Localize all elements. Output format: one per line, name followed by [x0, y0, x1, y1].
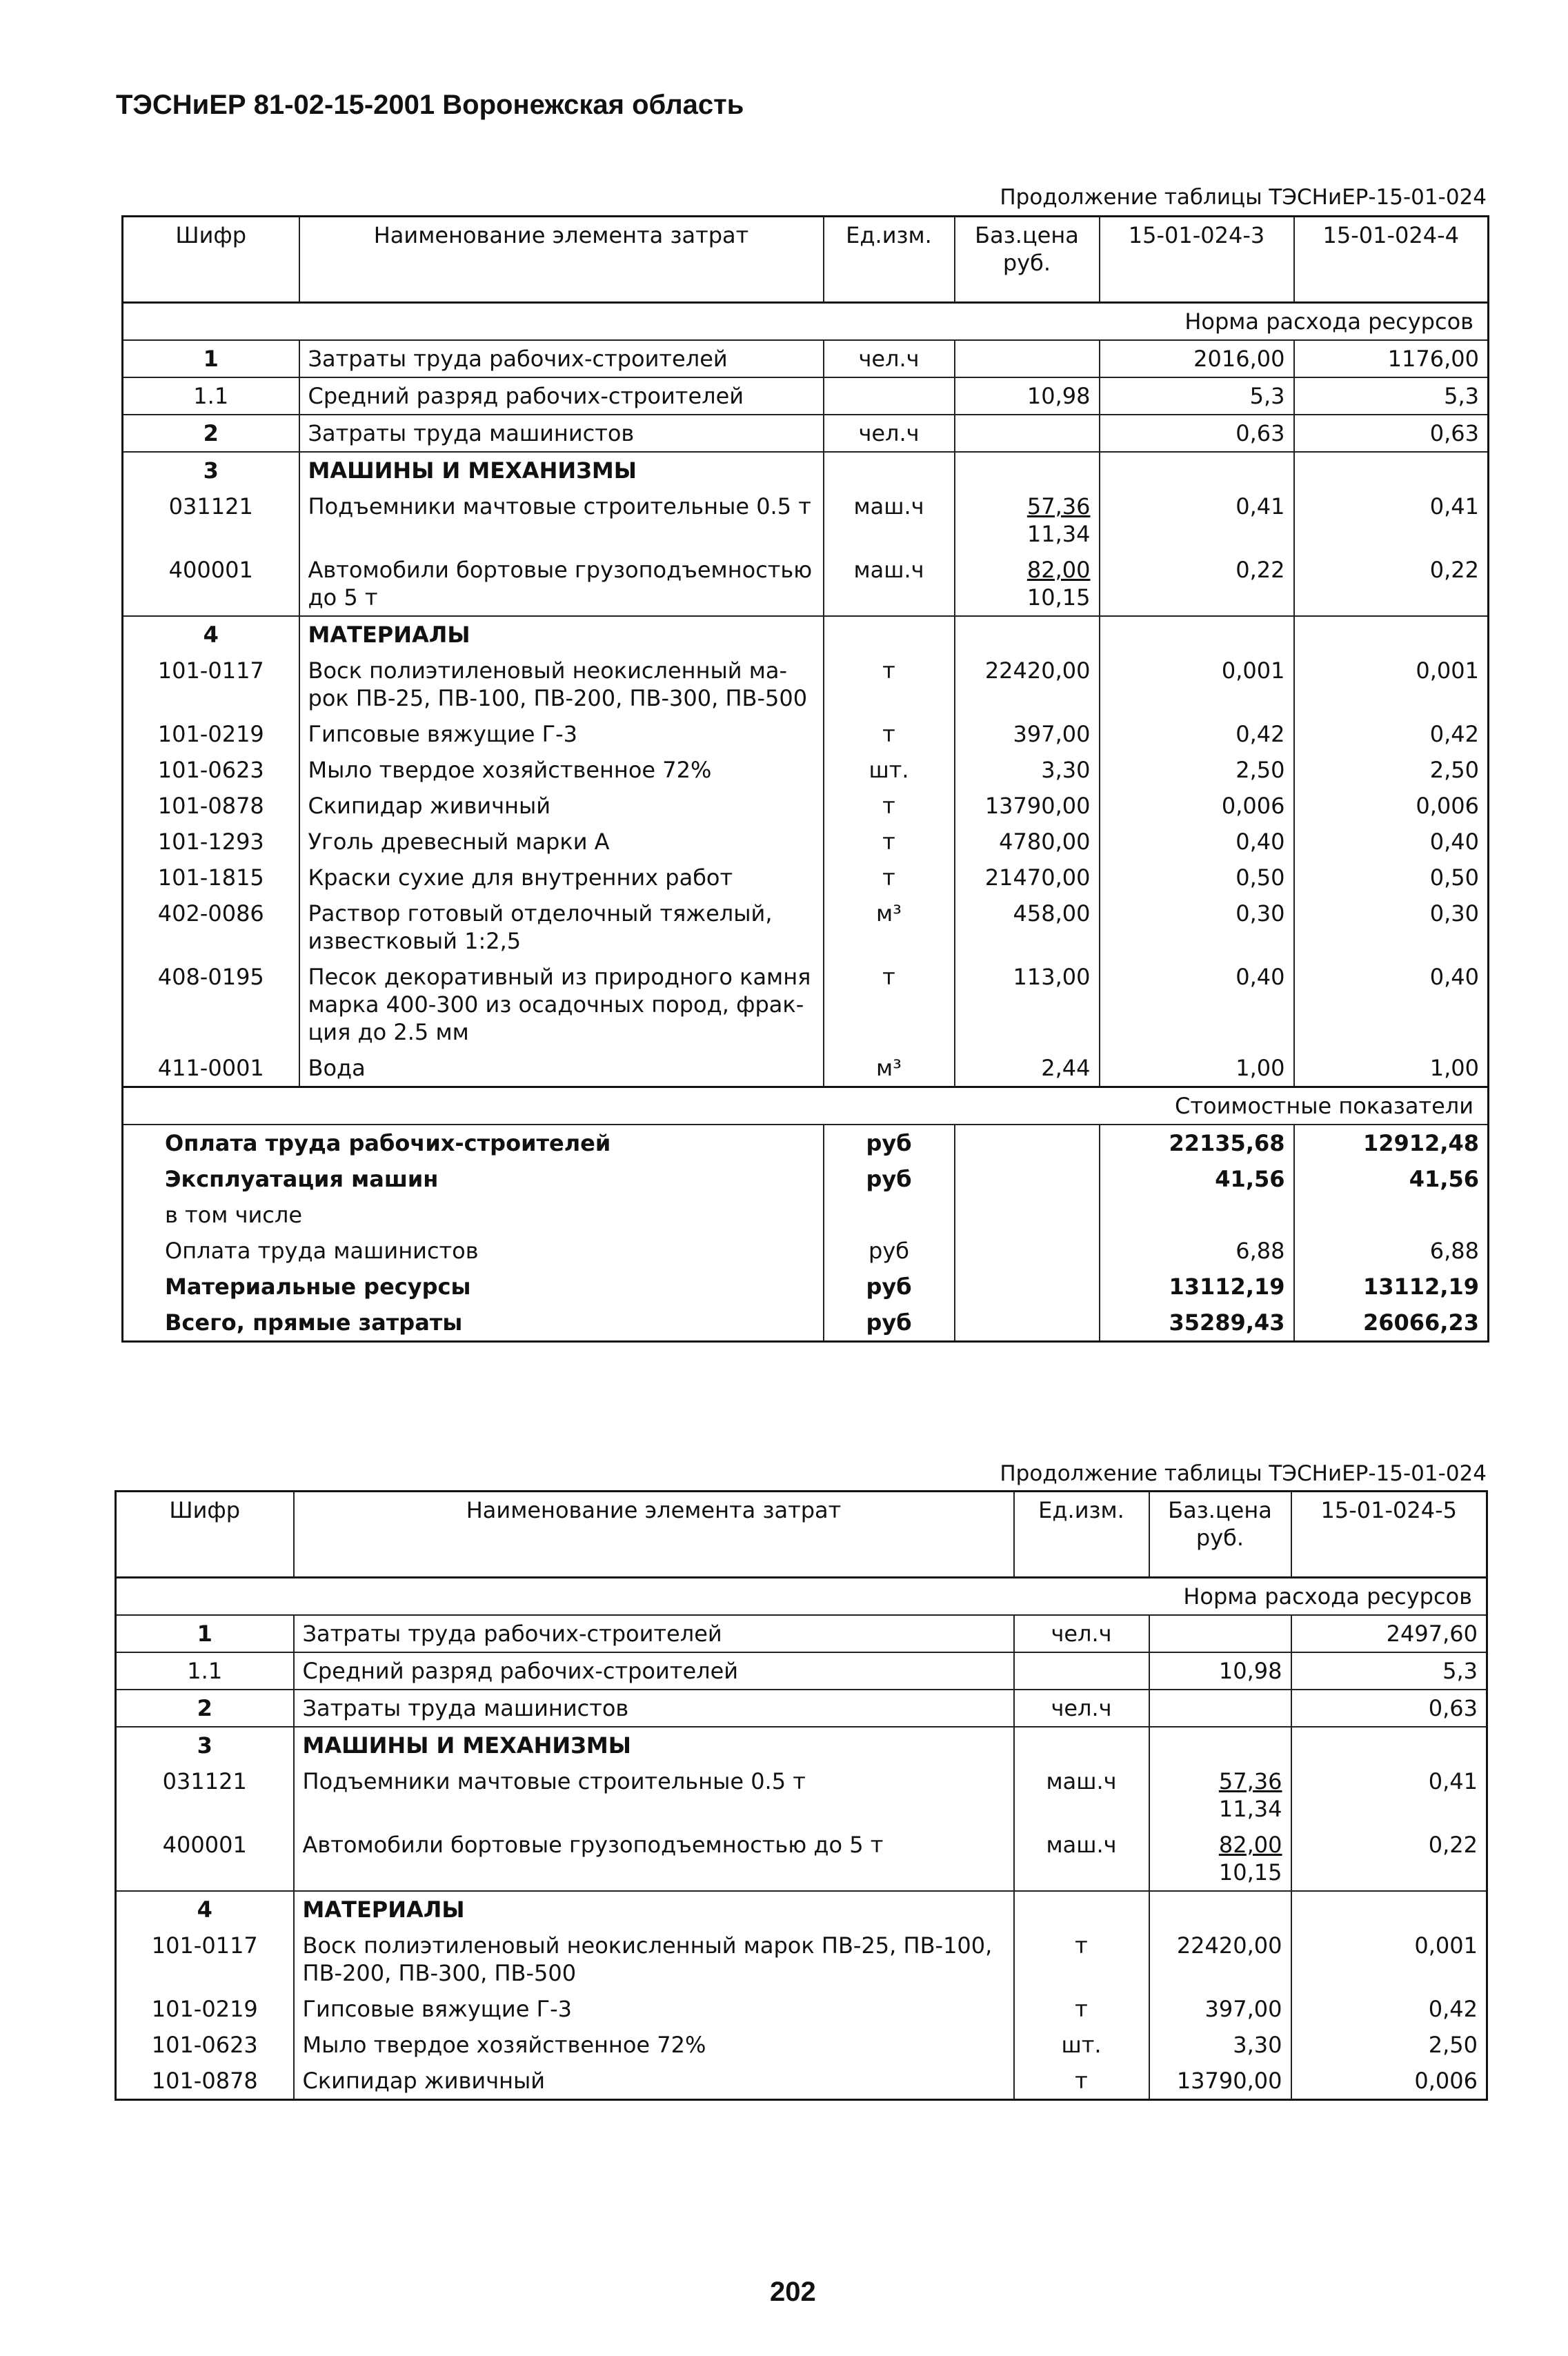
page-number: 202: [770, 2277, 816, 2307]
norm-value: 0,22: [1100, 552, 1294, 616]
machinist-wage: 10,15: [1026, 584, 1091, 611]
resource-code: 408-0195: [123, 959, 299, 1050]
section-norm-label: Норма расхода ресурсов: [116, 1578, 1487, 1616]
table-row: [116, 2027, 1487, 2063]
base-price: 458,00: [1013, 900, 1091, 927]
resource-code: 1: [123, 340, 299, 377]
summary-label: Оплата труда машинистов: [123, 1233, 824, 1269]
norm-value: [1291, 1891, 1487, 1928]
base-price-cell: [955, 552, 1100, 616]
base-price: 57,36: [1026, 493, 1091, 519]
norm-value: 0,006: [1100, 788, 1294, 824]
base-price-cell: [955, 415, 1100, 452]
unit: маш.ч: [1014, 1763, 1149, 1827]
resource-code: 400001: [116, 1827, 294, 1891]
resource-code: 101-0623: [123, 752, 299, 788]
norm-value: 0,41: [1294, 488, 1489, 552]
col-norm-a-header: 15-01-024-5: [1291, 1492, 1487, 1578]
summary-label: Всего, прямые затраты: [123, 1305, 824, 1342]
unit: т: [824, 788, 955, 824]
resource-table-1: [121, 215, 1489, 1343]
norm-value: 0,001: [1291, 1928, 1487, 1991]
table-row: [123, 340, 1489, 377]
summary-label: Оплата труда рабочих-строителей: [123, 1125, 824, 1161]
summary-unit: руб: [824, 1233, 955, 1269]
resource-code: 101-0219: [123, 716, 299, 752]
base-price-cell: [955, 860, 1100, 895]
table-row: [116, 1727, 1487, 1763]
resource-name: Песок декоративный из природного камня марка 400-300 из осадочных пород, фрак-ция до 2.5 мм: [299, 959, 824, 1050]
summary-value: [1100, 1197, 1294, 1233]
norm-value: 0,006: [1291, 2063, 1487, 2100]
resource-code: 3: [116, 1727, 294, 1763]
table-row: [123, 653, 1489, 716]
summary-unit: [824, 1197, 955, 1233]
base-price: 10,98: [1026, 383, 1091, 409]
norm-value: 0,40: [1100, 959, 1294, 1050]
unit: маш.ч: [824, 488, 955, 552]
resource-name: Затраты труда рабочих-строителей: [299, 340, 824, 377]
resource-code: 101-0623: [116, 2027, 294, 2063]
base-price-cell: [955, 653, 1100, 716]
unit: т: [824, 959, 955, 1050]
resource-name: Воск полиэтиленовый неокисленный ма-рок ПВ-25, ПВ-100, ПВ-200, ПВ-300, ПВ-500: [299, 653, 824, 716]
norm-value: 0,40: [1100, 824, 1294, 860]
resource-name: МАШИНЫ И МЕХАНИЗМЫ: [294, 1727, 1014, 1763]
unit: т: [824, 716, 955, 752]
norm-value: 0,42: [1100, 716, 1294, 752]
base-price-cell: [955, 452, 1100, 488]
summary-unit: руб: [824, 1125, 955, 1161]
summary-value: 13112,19: [1100, 1269, 1294, 1305]
base-price-cell: [1149, 1690, 1291, 1727]
base-price-cell: [955, 752, 1100, 788]
base-price: 397,00: [1013, 721, 1091, 747]
norm-value: 0,001: [1294, 653, 1489, 716]
base-price-cell: [1149, 1991, 1291, 2027]
unit: т: [824, 653, 955, 716]
resource-code: 402-0086: [123, 895, 299, 959]
resource-name: Подъемники мачтовые строительные 0.5 т: [299, 488, 824, 552]
table-row: [123, 788, 1489, 824]
unit: чел.ч: [1014, 1615, 1149, 1652]
col-unit-header: Ед.изм.: [1014, 1492, 1149, 1578]
col-unit-header: Ед.изм.: [824, 217, 955, 303]
summary-row: [123, 1305, 1489, 1342]
resource-code: 101-0878: [123, 788, 299, 824]
unit: т: [824, 824, 955, 860]
resource-name: МАШИНЫ И МЕХАНИЗМЫ: [299, 452, 824, 488]
resource-code: 2: [116, 1690, 294, 1727]
table-row: [123, 452, 1489, 488]
section-norm-row: [123, 303, 1489, 341]
table-header-row: [123, 217, 1489, 303]
norm-value: [1294, 452, 1489, 488]
summary-label: Материальные ресурсы: [123, 1269, 824, 1305]
base-price-cell: [955, 824, 1100, 860]
resource-name: Раствор готовый отделочный тяжелый, известковый 1:2,5: [299, 895, 824, 959]
table-row: [116, 1763, 1487, 1827]
resource-code: 031121: [123, 488, 299, 552]
resource-name: МАТЕРИАЛЫ: [299, 616, 824, 653]
summary-unit: руб: [824, 1269, 955, 1305]
base-price-cell: [955, 1050, 1100, 1087]
unit: [1014, 1652, 1149, 1690]
machinist-wage: 10,15: [1218, 1859, 1282, 1885]
base-price-cell: [1149, 2027, 1291, 2063]
base-price-cell: [955, 788, 1100, 824]
base-price-cell: [1149, 1928, 1291, 1991]
resource-code: 101-1815: [123, 860, 299, 895]
summary-unit: руб: [824, 1161, 955, 1197]
summary-value: 41,56: [1294, 1161, 1489, 1197]
summary-value: 26066,23: [1294, 1305, 1489, 1342]
norm-value: [1100, 452, 1294, 488]
resource-name: Уголь древесный марки А: [299, 824, 824, 860]
resource-code: 1.1: [123, 377, 299, 415]
col-code-header: Шифр: [123, 217, 299, 303]
table-row: [123, 752, 1489, 788]
unit: т: [1014, 1928, 1149, 1991]
table-header-row: [116, 1492, 1487, 1578]
summary-value: 35289,43: [1100, 1305, 1294, 1342]
norm-value: 0,006: [1294, 788, 1489, 824]
resource-name: Автомобили бортовые грузоподъемностью до 5 т: [294, 1827, 1014, 1891]
unit: чел.ч: [824, 340, 955, 377]
table-row: [123, 1050, 1489, 1087]
table-row: [123, 716, 1489, 752]
resource-name: Подъемники мачтовые строительные 0.5 т: [294, 1763, 1014, 1827]
summary-label: в том числе: [123, 1197, 824, 1233]
col-name-header: Наименование элемента затрат: [299, 217, 824, 303]
summary-row: [123, 1125, 1489, 1161]
base-price-cell: [1149, 1615, 1291, 1652]
resource-code: 4: [123, 616, 299, 653]
summary-value: 41,56: [1100, 1161, 1294, 1197]
base-price: 13790,00: [1176, 2068, 1282, 2094]
base-price-cell: [1149, 1727, 1291, 1763]
machinist-wage: 11,34: [1218, 1796, 1282, 1822]
base-price-cell: [955, 959, 1100, 1050]
norm-value: 0,40: [1294, 959, 1489, 1050]
base-price-cell: [955, 895, 1100, 959]
norm-value: 0,63: [1294, 415, 1489, 452]
unit: т: [1014, 2063, 1149, 2100]
resource-code: 1.1: [116, 1652, 294, 1690]
norm-value: [1291, 1727, 1487, 1763]
table-row: [123, 377, 1489, 415]
page-header-title: ТЭСНиЕР 81-02-15-2001 Воронежская область: [116, 90, 744, 120]
norm-value: 0,22: [1294, 552, 1489, 616]
base-price: 4780,00: [999, 829, 1091, 855]
base-price-cell: [1149, 1827, 1291, 1891]
summary-label: Эксплуатация машин: [123, 1161, 824, 1197]
unit: м³: [824, 895, 955, 959]
norm-value: 0,63: [1100, 415, 1294, 452]
base-price: 113,00: [1013, 964, 1091, 990]
base-price-cell: [955, 377, 1100, 415]
base-price: 21470,00: [984, 864, 1091, 891]
summary-price-empty: [955, 1161, 1100, 1197]
summary-row: [123, 1161, 1489, 1197]
resource-name: Вода: [299, 1050, 824, 1087]
summary-price-empty: [955, 1197, 1100, 1233]
resource-name: Затраты труда машинистов: [299, 415, 824, 452]
section-cost-row: [123, 1087, 1489, 1125]
norm-value: 0,40: [1294, 824, 1489, 860]
resource-name: Средний разряд рабочих-строителей: [299, 377, 824, 415]
resource-name: Краски сухие для внутренних работ: [299, 860, 824, 895]
summary-price-empty: [955, 1233, 1100, 1269]
table-row: [116, 1891, 1487, 1928]
norm-value: 0,30: [1100, 895, 1294, 959]
base-price-cell: [955, 716, 1100, 752]
table-row: [123, 552, 1489, 616]
summary-price-empty: [955, 1305, 1100, 1342]
unit: шт.: [824, 752, 955, 788]
norm-value: 0,42: [1294, 716, 1489, 752]
machinist-wage: 11,34: [1026, 521, 1091, 547]
resource-name: Автомобили бортовые грузоподъемностью до 5 т: [299, 552, 824, 616]
section-norm-label: Норма расхода ресурсов: [123, 303, 1489, 341]
table-row: [123, 488, 1489, 552]
resource-name: Скипидар живичный: [294, 2063, 1014, 2100]
table-row: [116, 1928, 1487, 1991]
resource-code: 2: [123, 415, 299, 452]
section-cost-label: Стоимостные показатели: [123, 1087, 1489, 1125]
base-price-cell: [1149, 1891, 1291, 1928]
unit: [824, 452, 955, 488]
norm-value: 2,50: [1100, 752, 1294, 788]
norm-value: [1100, 616, 1294, 653]
base-price: 13790,00: [984, 793, 1091, 819]
base-price-cell: [955, 616, 1100, 653]
table-row: [116, 2063, 1487, 2100]
table-row: [123, 860, 1489, 895]
unit: [1014, 1891, 1149, 1928]
norm-value: 1176,00: [1294, 340, 1489, 377]
base-price: 82,00: [1026, 557, 1091, 583]
norm-value: 0,42: [1291, 1991, 1487, 2027]
col-norm-a-header: 15-01-024-3: [1100, 217, 1294, 303]
resource-code: 1: [116, 1615, 294, 1652]
resource-name: Гипсовые вяжущие Г-3: [294, 1991, 1014, 2027]
base-price-cell: [955, 340, 1100, 377]
table-row: [116, 1690, 1487, 1727]
resource-code: 101-0117: [116, 1928, 294, 1991]
table1-continuation-caption: Продолжение таблицы ТЭСНиЕР-15-01-024: [1000, 185, 1487, 210]
norm-value: 2,50: [1294, 752, 1489, 788]
unit: маш.ч: [824, 552, 955, 616]
resource-code: 411-0001: [123, 1050, 299, 1087]
resource-table-2: [115, 1490, 1488, 2101]
norm-value: 2016,00: [1100, 340, 1294, 377]
unit: т: [824, 860, 955, 895]
col-price-header: Баз.цена руб.: [1149, 1492, 1291, 1578]
base-price: 3,30: [1233, 2032, 1282, 2058]
summary-value: 12912,48: [1294, 1125, 1489, 1161]
unit: [824, 616, 955, 653]
resource-code: 101-0219: [116, 1991, 294, 2027]
norm-value: 0,41: [1291, 1763, 1487, 1827]
unit: [1014, 1727, 1149, 1763]
base-price-cell: [1149, 1652, 1291, 1690]
resource-code: 400001: [123, 552, 299, 616]
norm-value: 5,3: [1294, 377, 1489, 415]
summary-value: [1294, 1197, 1489, 1233]
norm-value: 0,50: [1100, 860, 1294, 895]
resource-code: 3: [123, 452, 299, 488]
unit: чел.ч: [1014, 1690, 1149, 1727]
base-price: 22420,00: [984, 657, 1091, 684]
norm-value: 1,00: [1294, 1050, 1489, 1087]
table-row: [123, 616, 1489, 653]
table-row: [116, 1827, 1487, 1891]
resource-code: 101-1293: [123, 824, 299, 860]
norm-value: 0,63: [1291, 1690, 1487, 1727]
norm-value: 0,50: [1294, 860, 1489, 895]
table-row: [123, 415, 1489, 452]
table-row: [116, 1615, 1487, 1652]
norm-value: 0,41: [1100, 488, 1294, 552]
resource-name: Скипидар живичный: [299, 788, 824, 824]
unit: чел.ч: [824, 415, 955, 452]
resource-code: 031121: [116, 1763, 294, 1827]
col-name-header: Наименование элемента затрат: [294, 1492, 1014, 1578]
unit: шт.: [1014, 2027, 1149, 2063]
resource-name: Мыло твердое хозяйственное 72%: [294, 2027, 1014, 2063]
unit: [824, 377, 955, 415]
base-price: 57,36: [1218, 1768, 1282, 1794]
resource-name: Затраты труда машинистов: [294, 1690, 1014, 1727]
base-price: 3,30: [1041, 757, 1091, 783]
table2-continuation-caption: Продолжение таблицы ТЭСНиЕР-15-01-024: [1000, 1461, 1487, 1486]
col-code-header: Шифр: [116, 1492, 294, 1578]
resource-name: Средний разряд рабочих-строителей: [294, 1652, 1014, 1690]
summary-value: 22135,68: [1100, 1125, 1294, 1161]
norm-value: 2,50: [1291, 2027, 1487, 2063]
unit: маш.ч: [1014, 1827, 1149, 1891]
base-price-cell: [1149, 1763, 1291, 1827]
summary-row: [123, 1233, 1489, 1269]
base-price-cell: [955, 488, 1100, 552]
norm-value: 0,30: [1294, 895, 1489, 959]
norm-value: 2497,60: [1291, 1615, 1487, 1652]
norm-value: 0,001: [1100, 653, 1294, 716]
table-row: [116, 1991, 1487, 2027]
norm-value: 0,22: [1291, 1827, 1487, 1891]
base-price: 22420,00: [1176, 1932, 1282, 1959]
table-row: [123, 824, 1489, 860]
base-price: 10,98: [1218, 1658, 1282, 1684]
summary-unit: руб: [824, 1305, 955, 1342]
summary-value: 13112,19: [1294, 1269, 1489, 1305]
resource-code: 101-0878: [116, 2063, 294, 2100]
base-price: 397,00: [1204, 1996, 1282, 2022]
summary-price-empty: [955, 1269, 1100, 1305]
table-row: [116, 1652, 1487, 1690]
col-norm-b-header: 15-01-024-4: [1294, 217, 1489, 303]
base-price-cell: [1149, 2063, 1291, 2100]
unit: т: [1014, 1991, 1149, 2027]
section-norm-row: [116, 1578, 1487, 1616]
norm-value: 5,3: [1291, 1652, 1487, 1690]
norm-value: 5,3: [1100, 377, 1294, 415]
resource-name: Мыло твердое хозяйственное 72%: [299, 752, 824, 788]
summary-value: 6,88: [1294, 1233, 1489, 1269]
col-price-header: Баз.цена руб.: [955, 217, 1100, 303]
base-price: 82,00: [1218, 1832, 1282, 1858]
resource-code: 101-0117: [123, 653, 299, 716]
resource-code: 4: [116, 1891, 294, 1928]
resource-name: Затраты труда рабочих-строителей: [294, 1615, 1014, 1652]
resource-name: МАТЕРИАЛЫ: [294, 1891, 1014, 1928]
summary-row: [123, 1197, 1489, 1233]
summary-row: [123, 1269, 1489, 1305]
summary-price-empty: [955, 1125, 1100, 1161]
summary-value: 6,88: [1100, 1233, 1294, 1269]
table-row: [123, 895, 1489, 959]
resource-name: Воск полиэтиленовый неокисленный марок ПВ-25, ПВ-100, ПВ-200, ПВ-300, ПВ-500: [294, 1928, 1014, 1991]
norm-value: 1,00: [1100, 1050, 1294, 1087]
base-price: 2,44: [1041, 1055, 1091, 1081]
norm-value: [1294, 616, 1489, 653]
unit: м³: [824, 1050, 955, 1087]
table-row: [123, 959, 1489, 1050]
resource-name: Гипсовые вяжущие Г-3: [299, 716, 824, 752]
